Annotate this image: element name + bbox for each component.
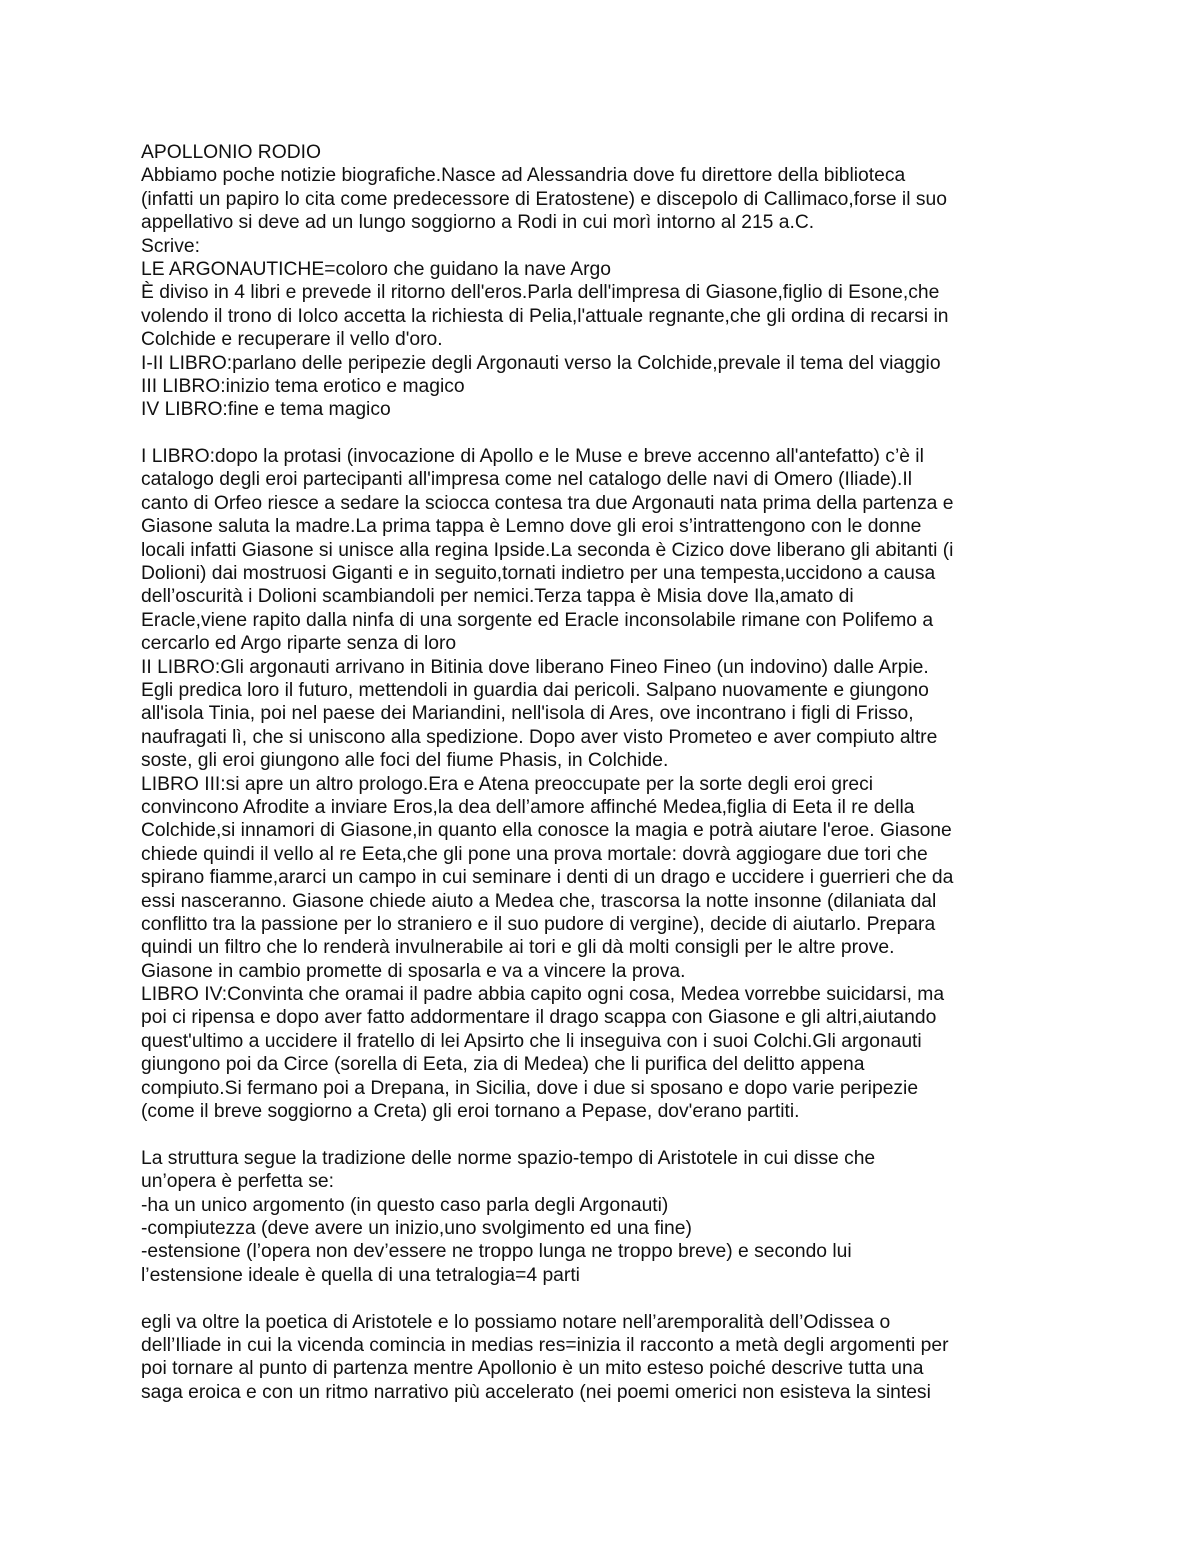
text-line: Egli predica loro il futuro, mettendoli in guardia dai pericoli. Salpano nuovamente e giungono (141, 679, 929, 701)
text-line: canto di Orfeo riesce a sedare la sciocca contesa tra due Argonauti nata prima della partenza e (141, 492, 954, 514)
text-line: LIBRO IV:Convinta che oramai il padre abbia capito ogni cosa, Medea vorrebbe suicidarsi, ma (141, 984, 945, 1006)
text-line: La struttura segue la tradizione delle norme spazio-tempo di Aristotele in cui disse che (141, 1147, 876, 1169)
text-line: II LIBRO:Gli argonauti arrivano in Bitinia dove liberano Fineo Fineo (un indovino) dalle Arpie. (141, 656, 929, 678)
text-line: LIBRO III:si apre un altro prologo.Era e Atena preoccupate per la sorte degli eroi greci (141, 773, 874, 795)
text-line: (infatti un papiro lo cita come predecessore di Eratostene) e discepolo di Callimaco,forse il suo (141, 188, 947, 210)
blank-line (141, 422, 1066, 445)
text-line: naufragati lì, che si uniscono alla spedizione. Dopo aver visto Prometeo e aver compiuto altre (141, 726, 938, 748)
text-line: spirano fiamme,ararci un campo in cui seminare i denti di un drago e uccidere i guerrieri che da (141, 867, 954, 889)
text-line: chiede quindi il vello al re Eeta,che gli pone una prova mortale: dovrà aggiogare due tori che (141, 843, 928, 865)
text-line: quest'ultimo a uccidere il fratello di lei Apsirto che li inseguiva con i suoi Colchi.Gli argonauti (141, 1030, 922, 1052)
text-line: Eracle,viene rapito dalla ninfa di una sorgente ed Eracle inconsolabile rimane con Polifemo a (141, 609, 934, 631)
text-line: conflitto tra la passione per lo straniero e il suo pudore di vergine), decide di aiutarlo. Prepara (141, 913, 936, 935)
text-line: all'isola Tinia, poi nel paese dei Mariandini, nell'isola di Ares, ove incontrano i figli di Frisso, (141, 703, 914, 725)
text-line: poi ci ripensa e dopo aver fatto addormentare il drago scappa con Giasone e gli altri,aiutando (141, 1007, 937, 1029)
text-line: È diviso in 4 libri e prevede il ritorno dell'eros.Parla dell'impresa di Giasone,figlio di Esone,che (141, 282, 940, 304)
text-line: volendo il trono di Iolco accetta la richiesta di Pelia,l'attuale regnante,che gli ordina di recarsi in (141, 305, 949, 327)
text-line: appellativo si deve ad un lungo soggiorno a Rodi in cui morì intorno al 215 a.C. (141, 212, 815, 234)
text-line: (come il breve soggiorno a Creta) gli eroi tornano a Pepase, dov'erano partiti. (141, 1101, 800, 1123)
text-line: egli va oltre la poetica di Aristotele e lo possiamo notare nell’aremporalità dell’Odissea o (141, 1311, 891, 1333)
text-line: catalogo degli eroi partecipanti all'impresa come nel catalogo delle navi di Omero (Iliade).Il (141, 469, 913, 491)
text-line: I-II LIBRO:parlano delle peripezie degli Argonauti verso la Colchide,prevale il tema del viaggio (141, 352, 941, 374)
text-line: quindi un filtro che lo renderà invulnerabile ai tori e gli dà molti consigli per le altre prove. (141, 937, 895, 959)
text-line: convincono Afrodite a inviare Eros,la dea dell’amore affinché Medea,figlia di Eeta il re della (141, 796, 915, 818)
text-line: I LIBRO:dopo la protasi (invocazione di Apollo e le Muse e breve accenno all'antefatto) c’è il (141, 446, 924, 468)
text-line: compiuto.Si fermano poi a Drepana, in Sicilia, dove i due si sposano e dopo varie peripezie (141, 1077, 919, 1099)
text-line: essi nasceranno. Giasone chiede aiuto a Medea che, trascorsa la notte insonne (dilaniata dal (141, 890, 937, 912)
text-line: locali infatti Giasone si unisce alla regina Ipside.La seconda è Cizico dove liberano gli abitanti (i (141, 539, 954, 561)
text-line: III LIBRO:inizio tema erotico e magico (141, 375, 465, 397)
document-title: APOLLONIO RODIO (141, 142, 321, 163)
text-line: -compiutezza (deve avere un inizio,uno svolgimento ed una fine) (141, 1217, 692, 1239)
text-line: -ha un unico argomento (in questo caso parla degli Argonauti) (141, 1194, 669, 1216)
text-line: dell’Iliade in cui la vicenda comincia in medias res=inizia il racconto a metà degli argomenti per (141, 1334, 949, 1356)
text-line: soste, gli eroi giungono alle foci del fiume Phasis, in Colchide. (141, 750, 669, 772)
text-line: Giasone in cambio promette di sposarla e va a vincere la prova. (141, 960, 686, 982)
blank-line (141, 1123, 1066, 1146)
text-line: poi tornare al punto di partenza mentre Apollonio è un mito esteso poiché descrive tutta una (141, 1358, 924, 1380)
text-line: Colchide,si innamori di Giasone,in quanto ella conosce la magia e potrà aiutare l'eroe. Giasone (141, 820, 952, 842)
text-line: l’estensione ideale è quella di una tetralogia=4 parti (141, 1264, 580, 1286)
document-page (141, 141, 1066, 1404)
document-body (141, 164, 1066, 1404)
text-line: Dolioni) dai mostruosi Giganti e in seguito,tornati indietro per una tempesta,uccidono a causa (141, 563, 936, 585)
text-line: Scrive: (141, 235, 200, 257)
text-line: LE ARGONAUTICHE=coloro che guidano la nave Argo (141, 258, 611, 280)
text-line: IV LIBRO:fine e tema magico (141, 399, 391, 421)
text-line: Colchide e recuperare il vello d'oro. (141, 329, 443, 351)
text-line: cercarlo ed Argo riparte senza di loro (141, 633, 457, 655)
text-line: giungono poi da Circe (sorella di Eeta, zia di Medea) che li purifica del delitto appena (141, 1054, 865, 1076)
text-line: saga eroica e con un ritmo narrativo più accelerato (nei poemi omerici non esisteva la sintesi (141, 1381, 931, 1403)
text-line: un’opera è perfetta se: (141, 1171, 334, 1193)
text-line: Abbiamo poche notizie biografiche.Nasce ad Alessandria dove fu direttore della biblioteca (141, 165, 906, 187)
text-line: Giasone saluta la madre.La prima tappa è Lemno dove gli eroi s’intrattengono con le donne (141, 516, 922, 538)
text-line: dell’oscurità i Dolioni scambiandoli per nemici.Terza tappa è Misia dove Ila,amato di (141, 586, 854, 608)
text-line: -estensione (l’opera non dev’essere ne troppo lunga ne troppo breve) e secondo lui (141, 1241, 852, 1263)
blank-line (141, 1287, 1066, 1310)
